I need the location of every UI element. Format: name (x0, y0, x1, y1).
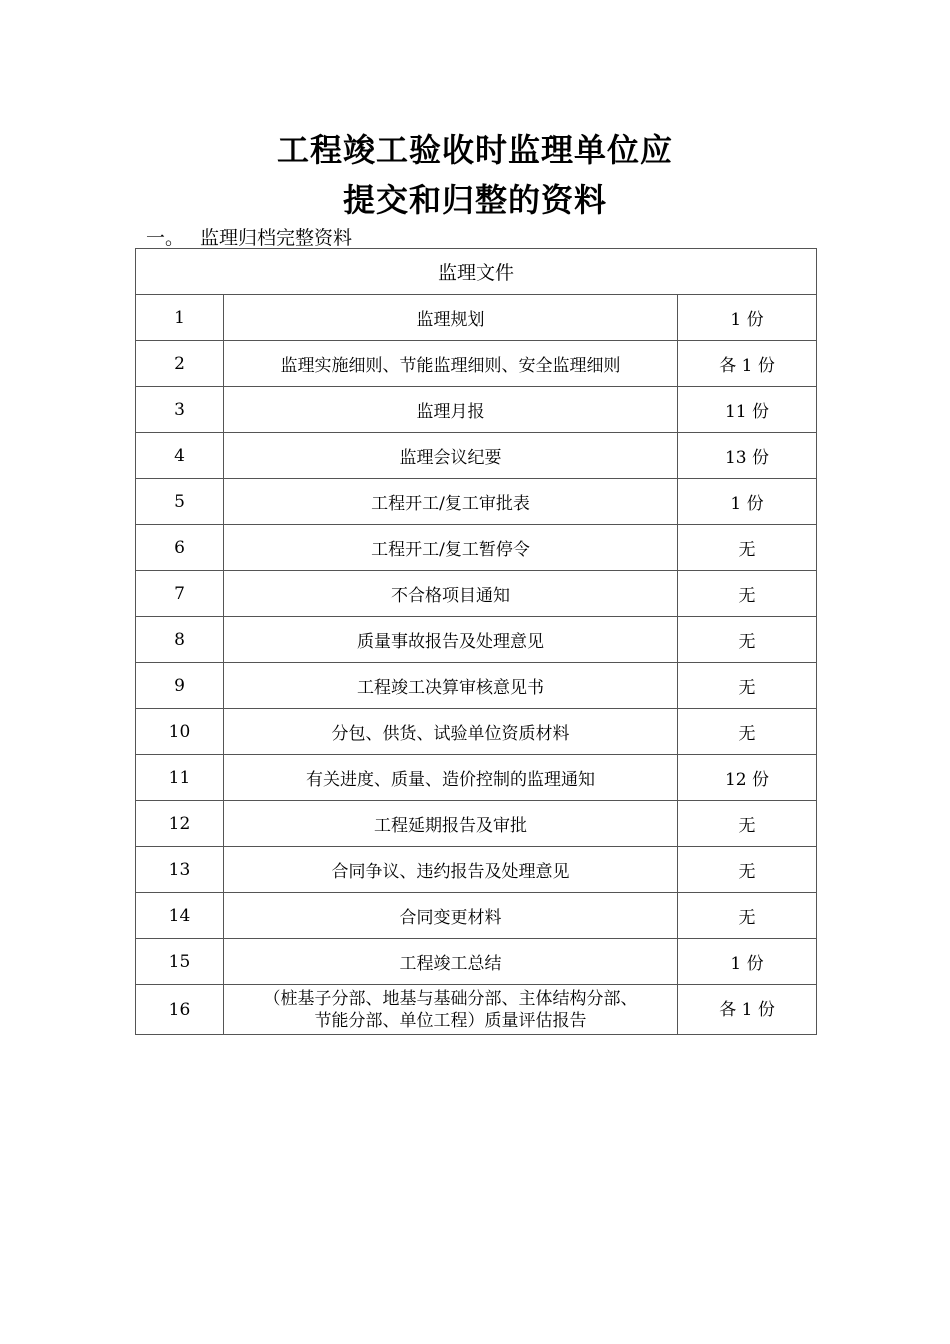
row-quantity: 1 份 (678, 295, 817, 341)
supervision-documents-table (135, 248, 817, 1035)
row-number: 16 (136, 985, 224, 1035)
row-item: 监理实施细则、节能监理细则、安全监理细则 (224, 341, 678, 387)
row-item: 监理规划 (224, 295, 678, 341)
row-item: 合同变更材料 (224, 893, 678, 939)
table-row (136, 939, 817, 985)
row-quantity: 无 (678, 847, 817, 893)
row-number: 15 (136, 939, 224, 985)
table-row (136, 341, 817, 387)
row-quantity: 各 1 份 (678, 341, 817, 387)
row-number: 13 (136, 847, 224, 893)
row-number: 8 (136, 617, 224, 663)
row-quantity: 无 (678, 571, 817, 617)
row-number: 11 (136, 755, 224, 801)
document-title-line-1: 工程竣工验收时监理单位应 (276, 131, 673, 169)
row-number: 4 (136, 433, 224, 479)
table-row (136, 755, 817, 801)
row-item: 不合格项目通知 (224, 571, 678, 617)
table-row (136, 985, 817, 1035)
row-quantity: 无 (678, 893, 817, 939)
table-row (136, 433, 817, 479)
row-quantity: 1 份 (678, 479, 817, 525)
table-row (136, 663, 817, 709)
table-row (136, 893, 817, 939)
table-row (136, 295, 817, 341)
row-item: 工程竣工决算审核意见书 (224, 663, 678, 709)
row-quantity: 13 份 (678, 433, 817, 479)
row-item (224, 985, 678, 1035)
row-item: 质量事故报告及处理意见 (224, 617, 678, 663)
table-header-row (136, 249, 817, 295)
table-row (136, 801, 817, 847)
row-item-line-1: （桩基子分部、地基与基础分部、主体结构分部、 (263, 988, 638, 1009)
row-number: 7 (136, 571, 224, 617)
row-item: 合同争议、违约报告及处理意见 (224, 847, 678, 893)
row-quantity: 无 (678, 617, 817, 663)
row-number: 6 (136, 525, 224, 571)
row-quantity: 无 (678, 801, 817, 847)
section-number: 一。 (146, 227, 185, 249)
section-heading (146, 226, 352, 250)
row-quantity: 1 份 (678, 939, 817, 985)
row-item: 监理月报 (224, 387, 678, 433)
row-quantity: 无 (678, 709, 817, 755)
row-item: 工程开工/复工暂停令 (224, 525, 678, 571)
row-item: 监理会议纪要 (224, 433, 678, 479)
row-quantity: 11 份 (678, 387, 817, 433)
document-title-line-2: 提交和归整的资料 (342, 181, 607, 219)
table-row (136, 847, 817, 893)
table-row (136, 617, 817, 663)
table-row (136, 387, 817, 433)
row-quantity: 各 1 份 (678, 985, 817, 1035)
table-row (136, 709, 817, 755)
row-item-line-2: 节能分部、单位工程）质量评估报告 (314, 1010, 587, 1031)
row-item: 工程开工/复工审批表 (224, 479, 678, 525)
row-number: 5 (136, 479, 224, 525)
section-label: 监理归档完整资料 (200, 227, 353, 249)
row-number: 14 (136, 893, 224, 939)
row-number: 12 (136, 801, 224, 847)
row-item: 有关进度、质量、造价控制的监理通知 (224, 755, 678, 801)
row-quantity: 无 (678, 525, 817, 571)
row-item: 分包、供货、试验单位资质材料 (224, 709, 678, 755)
row-number: 10 (136, 709, 224, 755)
table-row (136, 525, 817, 571)
row-number: 3 (136, 387, 224, 433)
row-number: 2 (136, 341, 224, 387)
table-header: 监理文件 (136, 249, 817, 295)
row-number: 1 (136, 295, 224, 341)
row-item: 工程竣工总结 (224, 939, 678, 985)
row-quantity: 无 (678, 663, 817, 709)
row-number: 9 (136, 663, 224, 709)
row-item: 工程延期报告及审批 (224, 801, 678, 847)
table-row (136, 479, 817, 525)
row-quantity: 12 份 (678, 755, 817, 801)
table-row (136, 571, 817, 617)
